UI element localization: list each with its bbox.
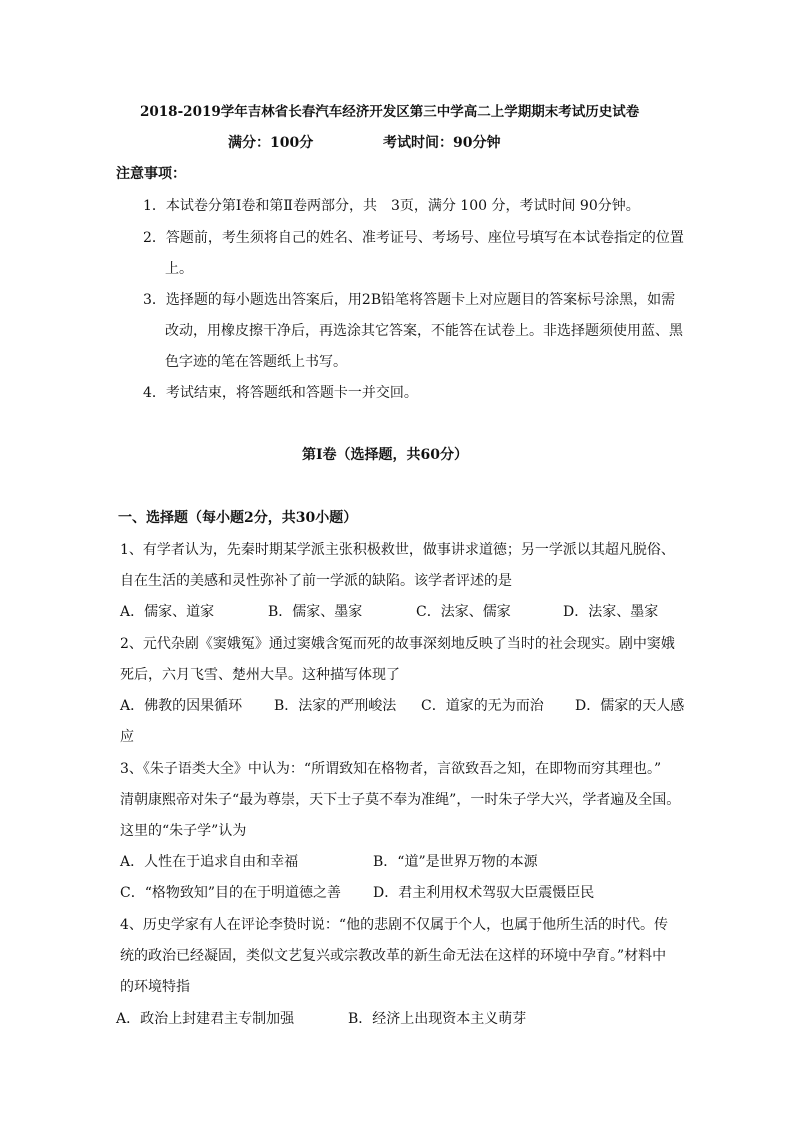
question-4-option-a: A．政治上封建君主专制加强: [116, 1011, 295, 1027]
note-item-2-line-2: 上。: [165, 261, 193, 277]
question-3-option-d: D．君主利用权术驾驭大臣震慑臣民: [373, 885, 595, 901]
question-2-option-d-continued: 应: [120, 729, 134, 745]
part-title: 一、选择题（每小题2分，共30小题）: [118, 510, 358, 526]
question-3-option-a: A．人性在于追求自由和幸福: [120, 854, 299, 870]
question-3-line-1: 3、《朱子语类大全》中认为：“所谓致知在格物者，言欲致吾之知，在即物而穷其理也。”: [120, 761, 662, 777]
question-4-line-2: 统的政治已经凝固，类似文艺复兴或宗教改革的新生命无法在这样的环境中孕育。”材料中: [120, 948, 667, 964]
question-2-line-1: 2、元代杂剧《窦娥冤》通过窦娥含冤而死的故事深刻地反映了当时的社会现实。剧中窦娥: [120, 636, 675, 652]
note-item-3-line-2: 改动，用橡皮擦干净后，再选涂其它答案，不能答在试卷上。非选择题须使用蓝、黑: [165, 323, 683, 339]
note-item-3-line-1: 3．选择题的每小题选出答案后，用2B铅笔将答题卡上对应题目的答案标号涂黑，如需: [143, 292, 676, 308]
full-score: 满分：100分: [228, 135, 314, 151]
question-2-option-c: C．道家的无为而治: [421, 698, 544, 714]
question-1-option-b: B．儒家、墨家: [268, 604, 363, 620]
note-item-4: 4．考试结束，将答题纸和答题卡一并交回。: [143, 385, 418, 401]
question-4-line-1: 4、历史学家有人在评论李贽时说：“他的悲剧不仅属于个人，也属于他所生活的时代。传: [120, 917, 669, 933]
question-2-option-a: A．佛教的因果循环: [120, 698, 243, 714]
volume-title: 第Ⅰ卷（选择题，共60分）: [302, 447, 469, 463]
question-1-line-2: 自在生活的美感和灵性弥补了前一学派的缺陷。该学者评述的是: [120, 573, 512, 589]
question-1-line-1: 1、有学者认为，先秦时期某学派主张积极救世，做事讲求道德；另一学派以其超凡脱俗、: [120, 542, 675, 558]
question-2-line-2: 死后，六月飞雪、楚州大旱。这种描写体现了: [120, 667, 400, 683]
note-item-3-line-3: 色字迹的笔在答题纸上书写。: [165, 354, 347, 370]
question-1-option-d: D．法家、墨家: [563, 604, 659, 620]
question-4-line-3: 的环境特指: [120, 979, 190, 995]
question-4-option-b: B．经济上出现资本主义萌芽: [348, 1011, 527, 1027]
note-item-2-line-1: 2．答题前，考生须将自己的姓名、准考证号、考场号、座位号填写在本试卷指定的位置: [143, 230, 684, 246]
question-1-option-c: C．法家、儒家: [416, 604, 511, 620]
notes-heading: 注意事项：: [116, 166, 186, 182]
question-3-option-b: B．“道”是世界万物的本源: [373, 854, 538, 870]
question-2-option-b: B．法家的严刑峻法: [274, 698, 397, 714]
question-3-line-2: 清朝康熙帝对朱子“最为尊崇，天下士子莫不奉为准绳”，一时朱子学大兴，学者遍及全国。: [120, 792, 681, 808]
question-2-option-d: D．儒家的天人感: [575, 698, 685, 714]
question-3-option-c: C．“格物致知”目的在于明道德之善: [120, 885, 342, 901]
exam-time: 考试时间：90分钟: [383, 135, 501, 151]
question-3-line-3: 这里的“朱子学”认为: [120, 823, 247, 839]
note-item-1: 1．本试卷分第Ⅰ卷和第Ⅱ卷两部分，共 3页，满分 100 分，考试时间 90分钟。: [143, 198, 640, 214]
question-1-option-a: A．儒家、道家: [120, 604, 215, 620]
exam-title: 2018-2019学年吉林省长春汽车经济开发区第三中学高二上学期期末考试历史试卷: [140, 104, 640, 120]
